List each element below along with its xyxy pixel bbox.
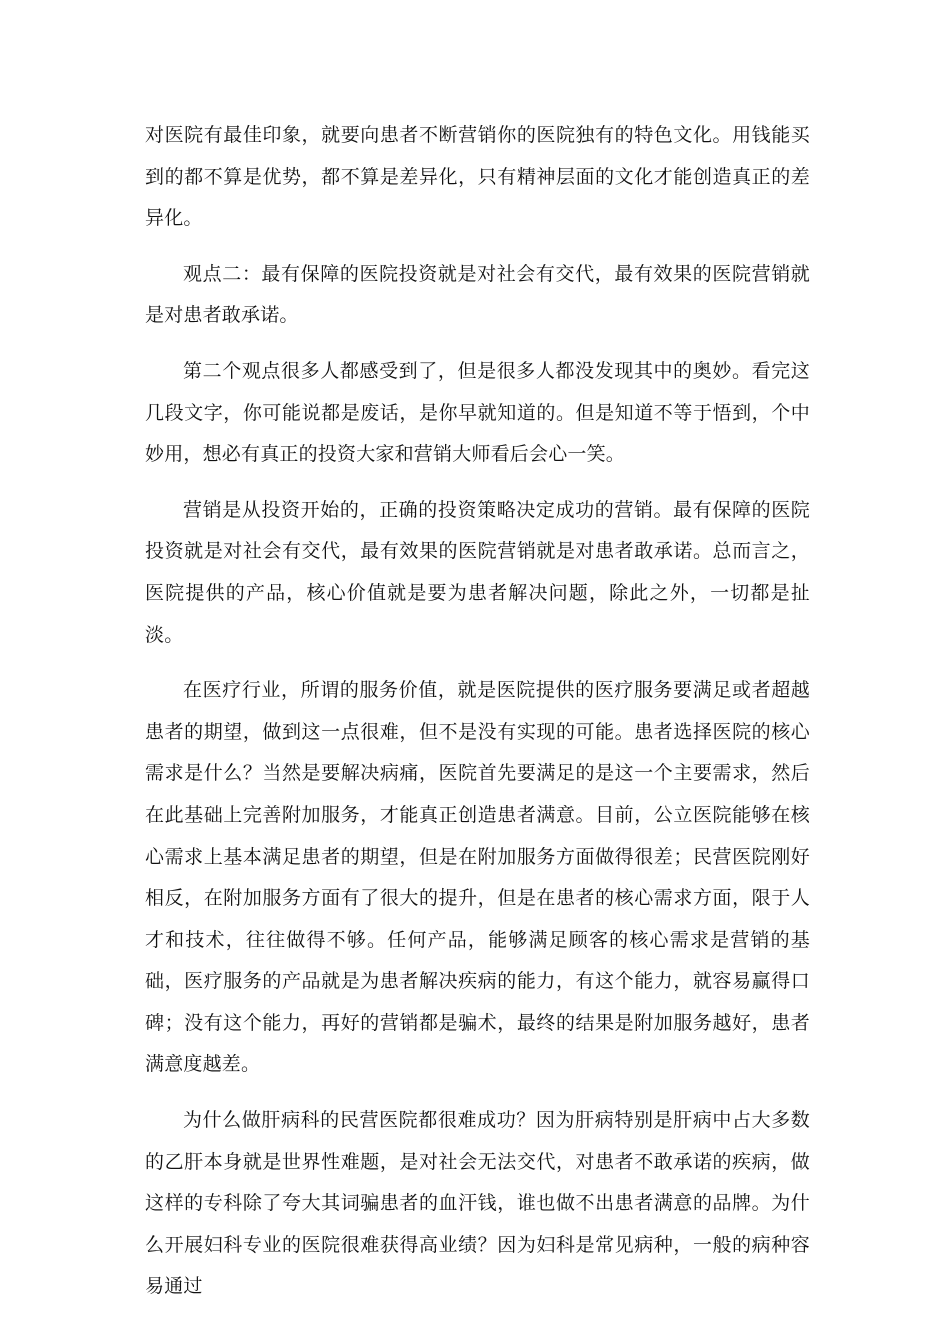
paragraph-6: 为什么做肝病科的民营医院都很难成功？因为肝病特别是肝病中占大多数的乙肝本身就是世界性难题，是对社会无法交代，对患者不敢承诺的疾病，做这样的专科除了夸大其词骗患者的血汗钱，谁也做不出患者满意的品牌。为什么开展妇科专业的医院很难获得高业绩？因为妇科是常见病种，一般的病种容易通过: [145, 1109, 810, 1298]
paragraph-3: 第二个观点很多人都感受到了，但是很多人都没发现其中的奥妙。看完这几段文字，你可能说都是废话，是你早就知道的。但是知道不等于悟到，个中妙用，想必有真正的投资大家和营销大师看后会心一笑。: [145, 359, 810, 466]
paragraph-1: 对医院有最佳印象，就要向患者不断营销你的医院独有的特色文化。用钱能买到的都不算是优势，都不算是差异化，只有精神层面的文化才能创造真正的差异化。: [145, 124, 810, 230]
paragraph-5: 在医疗行业，所谓的服务价值，就是医院提供的医疗服务要满足或者超越患者的期望，做到这一点很难，但不是没有实现的可能。患者选择医院的核心需求是什么？当然是要解决病痛，医院首先要满足的是这一个主要需求，然后在此基础上完善附加服务，才能真正创造患者满意。目前，公立医院能够在核心需求上基本满足患者的期望，但是在附加服务方面做得很差；民营医院刚好相反，在附加服务方面有了很大的提升，但是在患者的核心需求方面，限于人才和技术，往往做得不够。任何产品，能够满足顾客的核心需求是营销的基础，医疗服务的产品就是为患者解决疾病的能力，有这个能力，就容易赢得口碑；没有这个能力，再好的营销都是骗术，最终的结果是附加服务越好，患者满意度越差。: [145, 679, 810, 1076]
paragraph-4: 营销是从投资开始的，正确的投资策略决定成功的营销。最有保障的医院投资就是对社会有交代，最有效果的医院营销就是对患者敢承诺。总而言之，医院提供的产品，核心价值就是要为患者解决问题，除此之外，一切都是扯淡。: [145, 498, 810, 646]
paragraph-2: 观点二：最有保障的医院投资就是对社会有交代，最有效果的医院营销就是对患者敢承诺。: [145, 262, 810, 327]
document-body: [145, 115, 810, 1322]
